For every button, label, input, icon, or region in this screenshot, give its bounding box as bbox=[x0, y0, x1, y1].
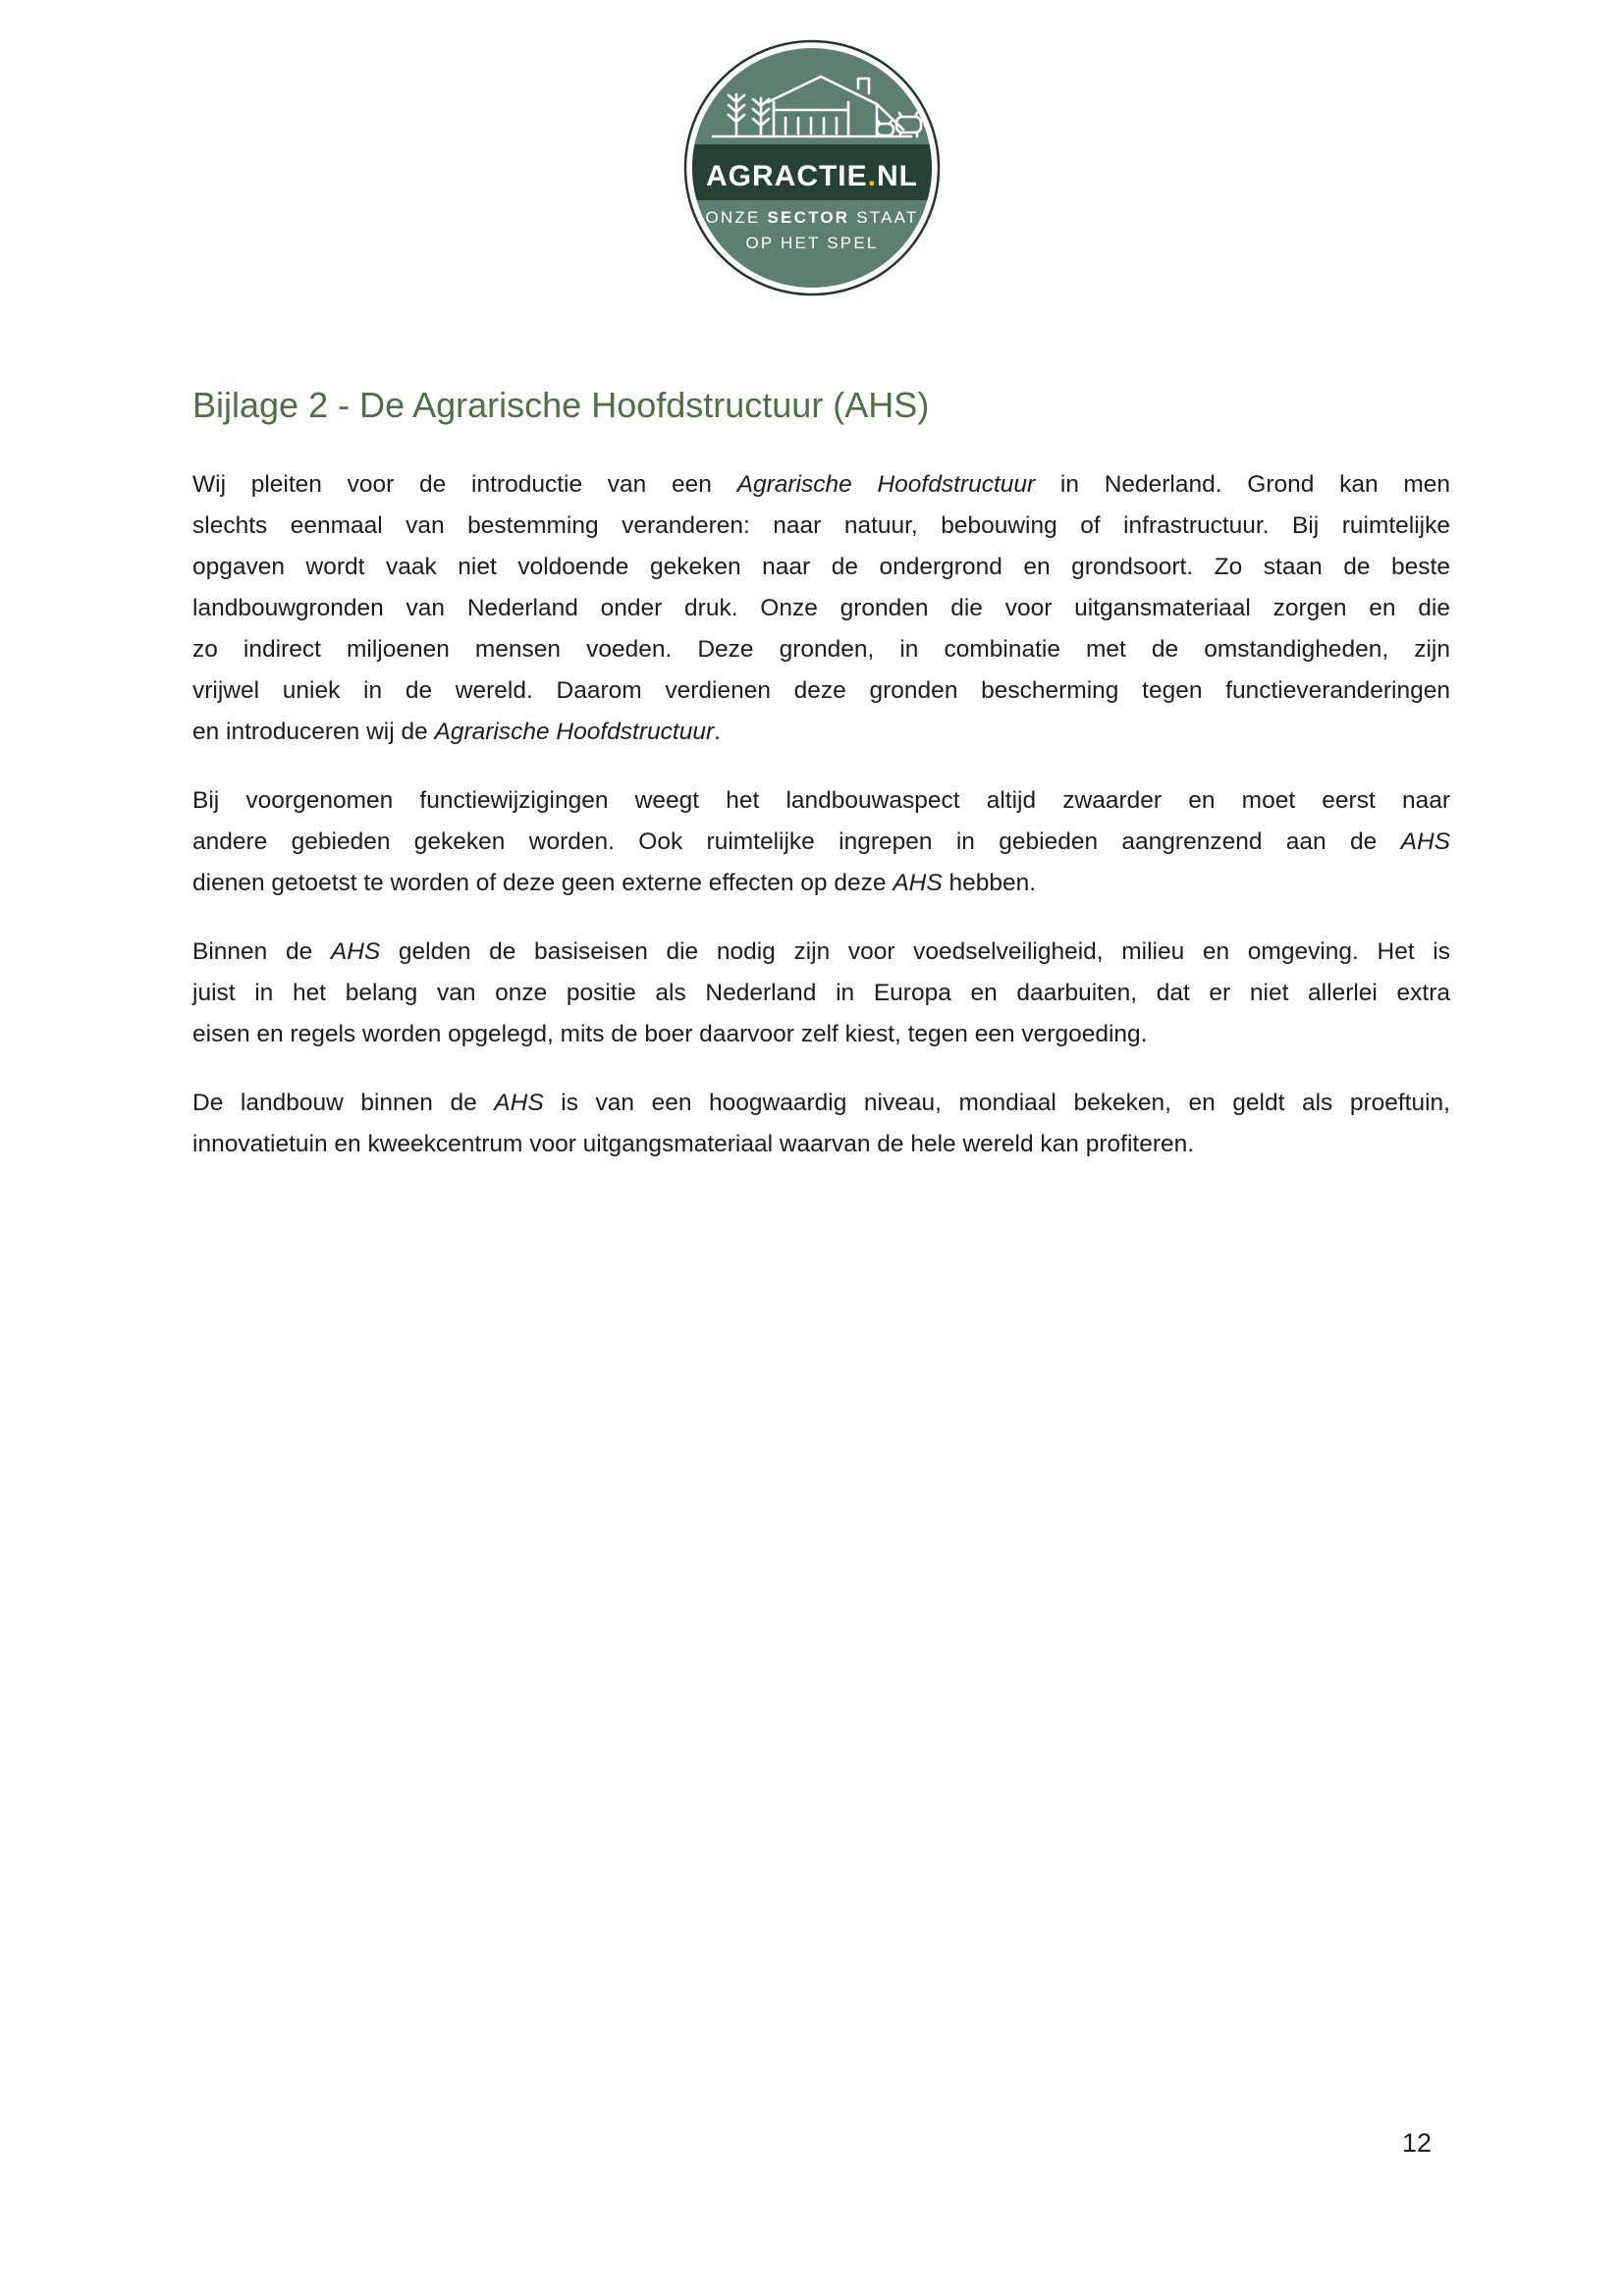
text-line: eisen en regels worden opgelegd, mits de boer daarvoor zelf kiest, tegen een vergoeding. bbox=[192, 1021, 1148, 1047]
paragraph bbox=[192, 464, 1450, 753]
text-line: innovatietuin en kweekcentrum voor uitgangsmateriaal waarvan de hele wereld kan profiteren. bbox=[192, 1131, 1195, 1157]
logo-brand-text: AGRACTIE.NL bbox=[705, 160, 919, 192]
paragraph bbox=[192, 932, 1450, 1055]
text-line: andere gebieden gekeken worden. Ook ruimtelijke ingrepen in gebieden aangrenzend aan de AHS bbox=[192, 828, 1450, 855]
paragraph bbox=[192, 780, 1450, 904]
agractie-logo-badge bbox=[683, 39, 941, 296]
text-line: Binnen de AHS gelden de basiseisen die nodig zijn voor voedselveiligheid, milieu en omgeving. Het is bbox=[192, 938, 1450, 965]
text-line: slechts eenmaal van bestemming veranderen: naar natuur, bebouwing of infrastructuur. Bij ruimtelijke bbox=[192, 512, 1450, 539]
text-line: opgaven wordt vaak niet voldoende gekeken naar de ondergrond en grondsoort. Zo staan de beste bbox=[192, 554, 1450, 580]
document-body bbox=[192, 464, 1450, 1193]
text-line: De landbouw binnen de AHS is van een hoogwaardig niveau, mondiaal bekeken, en geldt als proeftuin, bbox=[192, 1090, 1450, 1116]
text-line: Bij voorgenomen functiewijzigingen weegt het landbouwaspect altijd zwaarder en moet eerst naar bbox=[192, 787, 1450, 814]
page-title: Bijlage 2 - De Agrarische Hoofdstructuur (AHS) bbox=[192, 385, 930, 426]
logo-tagline-line2: OP HET SPEL bbox=[745, 234, 879, 252]
logo-yellow-dot: . bbox=[867, 160, 878, 192]
text-line: vrijwel uniek in de wereld. Daarom verdienen deze gronden bescherming tegen functieveranderingen bbox=[192, 677, 1450, 704]
text-line: juist in het belang van onze positie als Nederland in Europa en daarbuiten, dat er niet allerlei extra bbox=[192, 980, 1450, 1006]
logo-tagline-line1: ONZE SECTOR STAAT bbox=[705, 208, 919, 227]
page-number: 12 bbox=[1401, 2128, 1432, 2158]
text-line: landbouwgronden van Nederland onder druk. Onze gronden die voor uitgansmateriaal zorgen en die bbox=[192, 595, 1450, 621]
paragraph bbox=[192, 1083, 1450, 1165]
text-line: zo indirect miljoenen mensen voeden. Deze gronden, in combinatie met de omstandigheden, zijn bbox=[192, 636, 1450, 663]
agractie-logo-icon bbox=[683, 39, 941, 296]
text-line: dienen getoetst te worden of deze geen externe effecten op deze AHS hebben. bbox=[192, 870, 1037, 896]
text-line: Wij pleiten voor de introductie van een Agrarische Hoofdstructuur in Nederland. Grond kan men bbox=[192, 471, 1450, 498]
text-line: en introduceren wij de Agrarische Hoofdstructuur. bbox=[192, 719, 721, 745]
